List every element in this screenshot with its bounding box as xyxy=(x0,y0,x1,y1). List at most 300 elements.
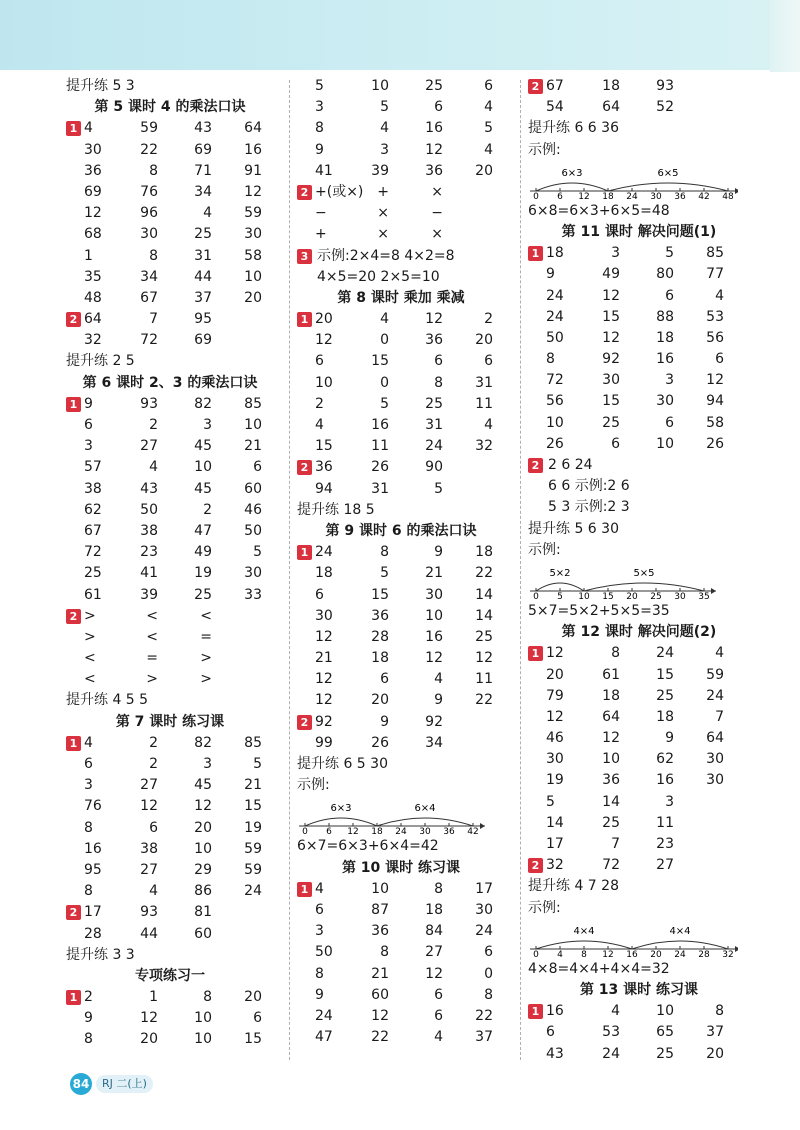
answer-row xyxy=(66,394,274,415)
answer-row xyxy=(66,330,274,351)
answer-cell: 30 xyxy=(244,565,262,582)
section-heading: 第 8 课时 乘加 乘减 xyxy=(337,289,465,306)
answer-cell: 24 xyxy=(546,308,564,325)
answer-text: 6×8=6×3+6×5=48 xyxy=(528,202,670,219)
answer-row xyxy=(297,563,505,584)
edition-label: RJ 二(上) xyxy=(96,1075,153,1093)
answer-cell: 30 xyxy=(140,226,158,243)
answer-cell: > xyxy=(200,671,212,688)
number-line-tick-label: 36 xyxy=(674,191,686,199)
answer-cell: 6 xyxy=(380,671,389,688)
answer-cell: 17 xyxy=(84,904,102,921)
answer-cell: 12 xyxy=(475,650,493,667)
answer-cell: 36 xyxy=(371,607,389,624)
answer-cell: +(或×) xyxy=(315,183,364,200)
answer-cell: 15 xyxy=(315,438,333,455)
answer-cell: 10 xyxy=(194,840,212,857)
answer-cell: 10 xyxy=(194,459,212,476)
answer-cell: 8 xyxy=(380,544,389,561)
answer-cell: 20 xyxy=(140,1031,158,1048)
answer-row xyxy=(297,712,505,733)
answer-cell: 18 xyxy=(602,687,620,704)
answer-row xyxy=(528,413,750,434)
answer-cell: 60 xyxy=(371,986,389,1003)
answer-cell: 41 xyxy=(140,565,158,582)
answer-cell: 5 xyxy=(315,78,324,94)
answer-cell: 53 xyxy=(602,1024,620,1041)
answer-cell: 14 xyxy=(546,814,564,831)
answer-cell: 15 xyxy=(371,353,389,370)
answer-cell: 24 xyxy=(425,438,443,455)
answer-cell: 31 xyxy=(194,247,212,264)
number-line-tick-label: 8 xyxy=(581,949,587,957)
answer-row xyxy=(297,436,505,457)
answer-cell: 39 xyxy=(371,162,389,179)
answer-cell: 45 xyxy=(194,480,212,497)
answer-cell: 69 xyxy=(194,332,212,349)
answer-cell: 4 xyxy=(484,99,493,116)
answer-line xyxy=(297,246,505,267)
answer-line xyxy=(528,476,750,497)
number-line-tick-label: 20 xyxy=(650,949,662,957)
answer-cell: 3 xyxy=(315,99,324,116)
answer-cell: 2 xyxy=(149,734,158,751)
answer-cell: 16 xyxy=(425,628,443,645)
column-divider xyxy=(289,80,290,1060)
answer-row xyxy=(528,707,750,728)
question-number-badge: 1 xyxy=(66,990,81,1005)
answer-cell: 6 xyxy=(149,819,158,836)
answer-cell: 30 xyxy=(656,393,674,410)
answer-cell: 17 xyxy=(475,880,493,897)
question-number-badge: 1 xyxy=(297,545,312,560)
answer-cell: 92 xyxy=(602,351,620,368)
answer-cell: 0 xyxy=(380,332,389,349)
answer-cell: 8 xyxy=(84,1031,93,1048)
number-line-example xyxy=(528,561,750,601)
answer-cell: 3 xyxy=(611,245,620,262)
answer-line xyxy=(528,540,750,561)
answer-cell: 94 xyxy=(706,393,724,410)
answer-row xyxy=(297,669,505,690)
answer-cell: 79 xyxy=(546,687,564,704)
question-number-badge: 2 xyxy=(297,460,312,475)
answer-cell: 31 xyxy=(425,417,443,433)
answer-cell: 43 xyxy=(194,120,212,137)
answer-row xyxy=(66,203,274,224)
answer-cell: 27 xyxy=(425,944,443,961)
answer-cell: 18 xyxy=(315,565,333,582)
answer-cell: 50 xyxy=(244,522,262,539)
answer-cell: 76 xyxy=(84,798,102,815)
answer-row xyxy=(297,985,505,1006)
answer-cell: 17 xyxy=(546,836,564,852)
answer-row xyxy=(528,643,750,664)
answer-cell: 30 xyxy=(84,141,102,158)
answer-text: 提升练 4 7 28 xyxy=(528,878,619,895)
number-line-arc-label: 5×2 xyxy=(549,567,571,579)
number-line-arc-label: 5×5 xyxy=(633,567,655,579)
column-divider xyxy=(520,80,521,1060)
answer-cell: 38 xyxy=(140,840,158,857)
number-line-arc-label: 4×4 xyxy=(573,925,595,937)
question-number-badge: 2 xyxy=(66,312,81,327)
answer-cell: 6 xyxy=(84,756,93,772)
answer-text: 提升练 6 6 36 xyxy=(528,120,619,137)
top-decorative-band xyxy=(0,0,800,70)
answer-cell: 4 xyxy=(149,883,158,900)
answer-line xyxy=(297,267,505,288)
answer-cell: 10 xyxy=(602,751,620,768)
answer-cell: 0 xyxy=(380,374,389,391)
answer-row xyxy=(66,860,274,881)
answer-row xyxy=(528,391,750,412)
answer-row xyxy=(528,286,750,307)
answer-cell: 12 xyxy=(546,645,564,662)
answer-cell: 22 xyxy=(140,141,158,158)
answer-row xyxy=(66,839,274,860)
answer-cell: 62 xyxy=(656,751,674,768)
answer-row xyxy=(297,182,505,203)
question-number-badge: 2 xyxy=(297,715,312,730)
answer-cell: 85 xyxy=(706,245,724,262)
answer-cell: 28 xyxy=(84,925,102,942)
answer-row xyxy=(297,542,505,563)
answer-cell: 8 xyxy=(203,989,212,1006)
number-line-tick-label: 18 xyxy=(602,191,614,199)
answer-cell: 20 xyxy=(706,1045,724,1062)
answer-cell: 34 xyxy=(425,734,443,751)
number-line-tick-label: 12 xyxy=(347,827,359,835)
answer-cell: 8 xyxy=(434,880,443,897)
question-number-badge: 1 xyxy=(528,246,543,261)
answer-cell: 25 xyxy=(84,565,102,582)
answer-cell: 7 xyxy=(611,836,620,852)
answer-text: 提升练 2 5 xyxy=(66,353,135,370)
answer-text: 6 6 示例:2 6 xyxy=(548,478,630,495)
answer-row xyxy=(66,796,274,817)
answer-cell: 49 xyxy=(602,266,620,283)
answer-cell: 9 xyxy=(434,692,443,709)
answer-cell: 20 xyxy=(371,692,389,709)
answer-row xyxy=(297,330,505,351)
answer-cell: 81 xyxy=(194,904,212,921)
number-line-arrow xyxy=(711,588,716,594)
answer-cell: 26 xyxy=(371,734,389,751)
answer-text: 提升练 5 3 xyxy=(66,78,135,94)
answer-text: 4×8=4×4+4×4=32 xyxy=(528,960,670,977)
answer-row xyxy=(66,140,274,161)
answer-row xyxy=(528,264,750,285)
number-line-tick-label: 0 xyxy=(533,591,539,599)
question-number-badge: 1 xyxy=(528,1004,543,1019)
answer-cell: − xyxy=(431,205,443,222)
section-heading: 第 9 课时 6 的乘法口诀 xyxy=(325,522,477,539)
answer-row xyxy=(297,161,505,182)
answer-row xyxy=(528,749,750,770)
answer-cell: 64 xyxy=(244,120,262,137)
answer-row xyxy=(66,648,274,669)
answer-row xyxy=(66,521,274,542)
answer-cell: 22 xyxy=(371,1029,389,1046)
answer-cell: 25 xyxy=(656,1045,674,1062)
answer-row xyxy=(297,309,505,330)
answer-cell: 6 xyxy=(434,986,443,1003)
answer-cell: 69 xyxy=(84,183,102,200)
answer-cell: 48 xyxy=(84,289,102,306)
answer-cell: 8 xyxy=(380,944,389,961)
answer-row xyxy=(528,1022,750,1043)
number-line-diagram xyxy=(297,796,507,834)
answer-cell: 24 xyxy=(602,1045,620,1062)
answer-cell: = xyxy=(146,650,158,667)
answer-cell: 4 xyxy=(315,417,324,433)
answer-cell: 21 xyxy=(371,965,389,982)
number-line-tick-label: 30 xyxy=(674,591,686,599)
answer-cell: 76 xyxy=(140,183,158,200)
answer-row xyxy=(297,690,505,711)
answer-cell: 22 xyxy=(475,565,493,582)
answer-row xyxy=(66,224,274,245)
answer-cell: 18 xyxy=(425,901,443,918)
answer-row xyxy=(297,76,505,97)
answer-cell: 16 xyxy=(656,351,674,368)
number-line-tick-label: 20 xyxy=(626,591,638,599)
answer-cell: 11 xyxy=(656,814,674,831)
answer-cell: 4 xyxy=(611,1003,620,1020)
question-number-badge: 2 xyxy=(66,609,81,624)
answer-row xyxy=(528,370,750,391)
answer-cell: 24 xyxy=(315,544,333,561)
number-line-diagram xyxy=(528,561,738,599)
answer-cell: 23 xyxy=(140,544,158,561)
answer-cell: 71 xyxy=(194,162,212,179)
answer-cell: 12 xyxy=(244,183,262,200)
answer-column-3 xyxy=(528,76,750,1065)
answer-text: 提升练 6 5 30 xyxy=(297,756,388,772)
answer-row xyxy=(528,665,750,686)
answer-cell: 26 xyxy=(371,459,389,476)
answer-cell: 5 xyxy=(434,480,443,497)
answer-row xyxy=(297,224,505,245)
answer-cell: 44 xyxy=(140,925,158,942)
question-number-badge: 3 xyxy=(297,249,312,264)
answer-row xyxy=(66,500,274,521)
answer-cell: 54 xyxy=(546,99,564,116)
answer-cell: 12 xyxy=(140,1010,158,1027)
answer-cell: 99 xyxy=(315,734,333,751)
answer-cell: = xyxy=(200,628,212,645)
answer-cell: 6 xyxy=(84,417,93,433)
answer-row xyxy=(66,246,274,267)
answer-line xyxy=(297,775,505,796)
answer-cell: × xyxy=(431,183,443,200)
answer-row xyxy=(528,834,750,855)
answer-cell: 94 xyxy=(315,480,333,497)
answer-cell: 4 xyxy=(434,671,443,688)
answer-cell: 92 xyxy=(315,713,333,730)
answer-line xyxy=(66,76,274,97)
answer-cell: 91 xyxy=(244,162,262,179)
answer-cell: 25 xyxy=(475,628,493,645)
answer-cell: 12 xyxy=(602,329,620,346)
answer-cell: 9 xyxy=(434,544,443,561)
question-number-badge: 1 xyxy=(297,882,312,897)
answer-cell: 9 xyxy=(315,141,324,158)
answer-cell: 45 xyxy=(194,777,212,794)
answer-cell: 95 xyxy=(84,861,102,878)
answer-cell: 21 xyxy=(244,777,262,794)
answer-cell: 8 xyxy=(84,819,93,836)
question-number-badge: 1 xyxy=(66,736,81,751)
answer-row xyxy=(297,373,505,394)
answer-cell: 85 xyxy=(244,395,262,412)
answer-row xyxy=(528,728,750,749)
answer-cell: 16 xyxy=(371,417,389,433)
answer-cell: 8 xyxy=(611,645,620,662)
answer-row xyxy=(66,987,274,1008)
answer-cell: 6 xyxy=(434,353,443,370)
answer-cell: 1 xyxy=(84,247,93,264)
answer-cell: 12 xyxy=(315,628,333,645)
answer-cell: 3 xyxy=(84,777,93,794)
answer-cell: 95 xyxy=(194,311,212,328)
number-line-tick-label: 0 xyxy=(302,827,308,835)
answer-cell: 9 xyxy=(546,266,555,283)
answer-cell: 28 xyxy=(371,628,389,645)
answer-cell: < xyxy=(200,607,212,624)
answer-line xyxy=(297,500,505,521)
answer-cell: 67 xyxy=(546,78,564,94)
answer-cell: 62 xyxy=(84,501,102,518)
answer-row xyxy=(66,775,274,796)
answer-cell: 18 xyxy=(546,245,564,262)
answer-cell: > xyxy=(200,650,212,667)
answer-row xyxy=(297,921,505,942)
answer-cell: 43 xyxy=(546,1045,564,1062)
answer-cell: 46 xyxy=(244,501,262,518)
answer-cell: 68 xyxy=(84,226,102,243)
answer-cell: 87 xyxy=(371,901,389,918)
answer-cell: 32 xyxy=(546,857,564,874)
answer-cell: × xyxy=(431,226,443,243)
answer-cell: 64 xyxy=(602,708,620,725)
answer-cell: 12 xyxy=(140,798,158,815)
number-line-tick-label: 6 xyxy=(326,827,332,835)
answer-row xyxy=(528,813,750,834)
number-line-example xyxy=(528,919,750,959)
answer-row xyxy=(66,733,274,754)
answer-cell: 41 xyxy=(315,162,333,179)
answer-text: 示例: xyxy=(528,899,561,916)
answer-row xyxy=(297,627,505,648)
answer-cell: 20 xyxy=(244,289,262,306)
number-line-tick-label: 24 xyxy=(674,949,686,957)
answer-cell: + xyxy=(315,226,327,243)
answer-text: 示例:2×4=8 4×2=8 xyxy=(317,247,455,264)
answer-text: 提升练 3 3 xyxy=(66,946,135,963)
answer-cell: 6 xyxy=(434,99,443,116)
answer-cell: 5 xyxy=(380,99,389,116)
answer-cell: 64 xyxy=(706,730,724,747)
answer-cell: 18 xyxy=(656,329,674,346)
answer-cell: 10 xyxy=(315,374,333,391)
answer-cell: 6 xyxy=(546,1024,555,1041)
answer-line xyxy=(528,959,750,980)
answer-line xyxy=(528,140,750,161)
answer-cell: 47 xyxy=(315,1029,333,1046)
answer-cell: 8 xyxy=(484,986,493,1003)
answer-cell: 44 xyxy=(194,268,212,285)
answer-cell: 14 xyxy=(475,586,493,603)
answer-line xyxy=(528,201,750,222)
answer-cell: 36 xyxy=(425,162,443,179)
answer-cell: 8 xyxy=(434,374,443,391)
answer-cell: 11 xyxy=(475,395,493,412)
answer-cell: 11 xyxy=(475,671,493,688)
answer-cell: 72 xyxy=(546,372,564,389)
answer-cell: 4 xyxy=(380,120,389,137)
answer-cell: 25 xyxy=(425,395,443,412)
number-line-tick-label: 15 xyxy=(602,591,614,599)
answer-cell: > xyxy=(146,671,158,688)
answer-cell: + xyxy=(377,183,389,200)
answer-cell: 27 xyxy=(140,777,158,794)
answer-cell: 8 xyxy=(149,162,158,179)
answer-cell: 10 xyxy=(244,417,262,433)
answer-cell: 8 xyxy=(315,965,324,982)
answer-cell: 12 xyxy=(602,730,620,747)
answer-cell: 4 xyxy=(84,120,93,137)
answer-cell: 12 xyxy=(315,671,333,688)
answer-cell: 36 xyxy=(315,459,333,476)
section-heading: 专项练习一 xyxy=(135,967,205,984)
answer-cell: 10 xyxy=(194,1031,212,1048)
answer-row xyxy=(297,900,505,921)
answer-cell: 57 xyxy=(84,459,102,476)
answer-cell: 18 xyxy=(656,708,674,725)
answer-cell: 30 xyxy=(315,607,333,624)
number-line-arc xyxy=(584,583,704,591)
answer-cell: 10 xyxy=(371,880,389,897)
answer-cell: 37 xyxy=(194,289,212,306)
number-line-tick-label: 0 xyxy=(533,191,539,199)
answer-cell: 16 xyxy=(425,120,443,137)
answer-cell: 20 xyxy=(315,311,333,328)
answer-cell: 12 xyxy=(315,332,333,349)
answer-row xyxy=(66,924,274,945)
answer-cell: 6 xyxy=(434,1007,443,1024)
answer-text: 提升练 4 5 5 xyxy=(66,692,149,709)
answer-cell: 15 xyxy=(656,666,674,683)
answer-row xyxy=(528,1001,750,1022)
answer-cell: 2 xyxy=(149,417,158,433)
answer-cell: 56 xyxy=(546,393,564,410)
answer-cell: 56 xyxy=(706,329,724,346)
answer-cell: 16 xyxy=(84,840,102,857)
answer-cell: > xyxy=(84,628,96,645)
answer-row xyxy=(66,457,274,478)
answer-cell: 36 xyxy=(425,332,443,349)
section-heading: 第 12 课时 解决问题(2) xyxy=(561,624,717,641)
number-line-arc-label: 4×4 xyxy=(669,925,691,937)
answer-cell: 38 xyxy=(140,522,158,539)
answer-row xyxy=(297,140,505,161)
number-line-tick-label: 36 xyxy=(443,827,455,835)
answer-row xyxy=(528,434,750,455)
answer-cell: 23 xyxy=(656,836,674,852)
answer-cell: 96 xyxy=(140,205,158,222)
